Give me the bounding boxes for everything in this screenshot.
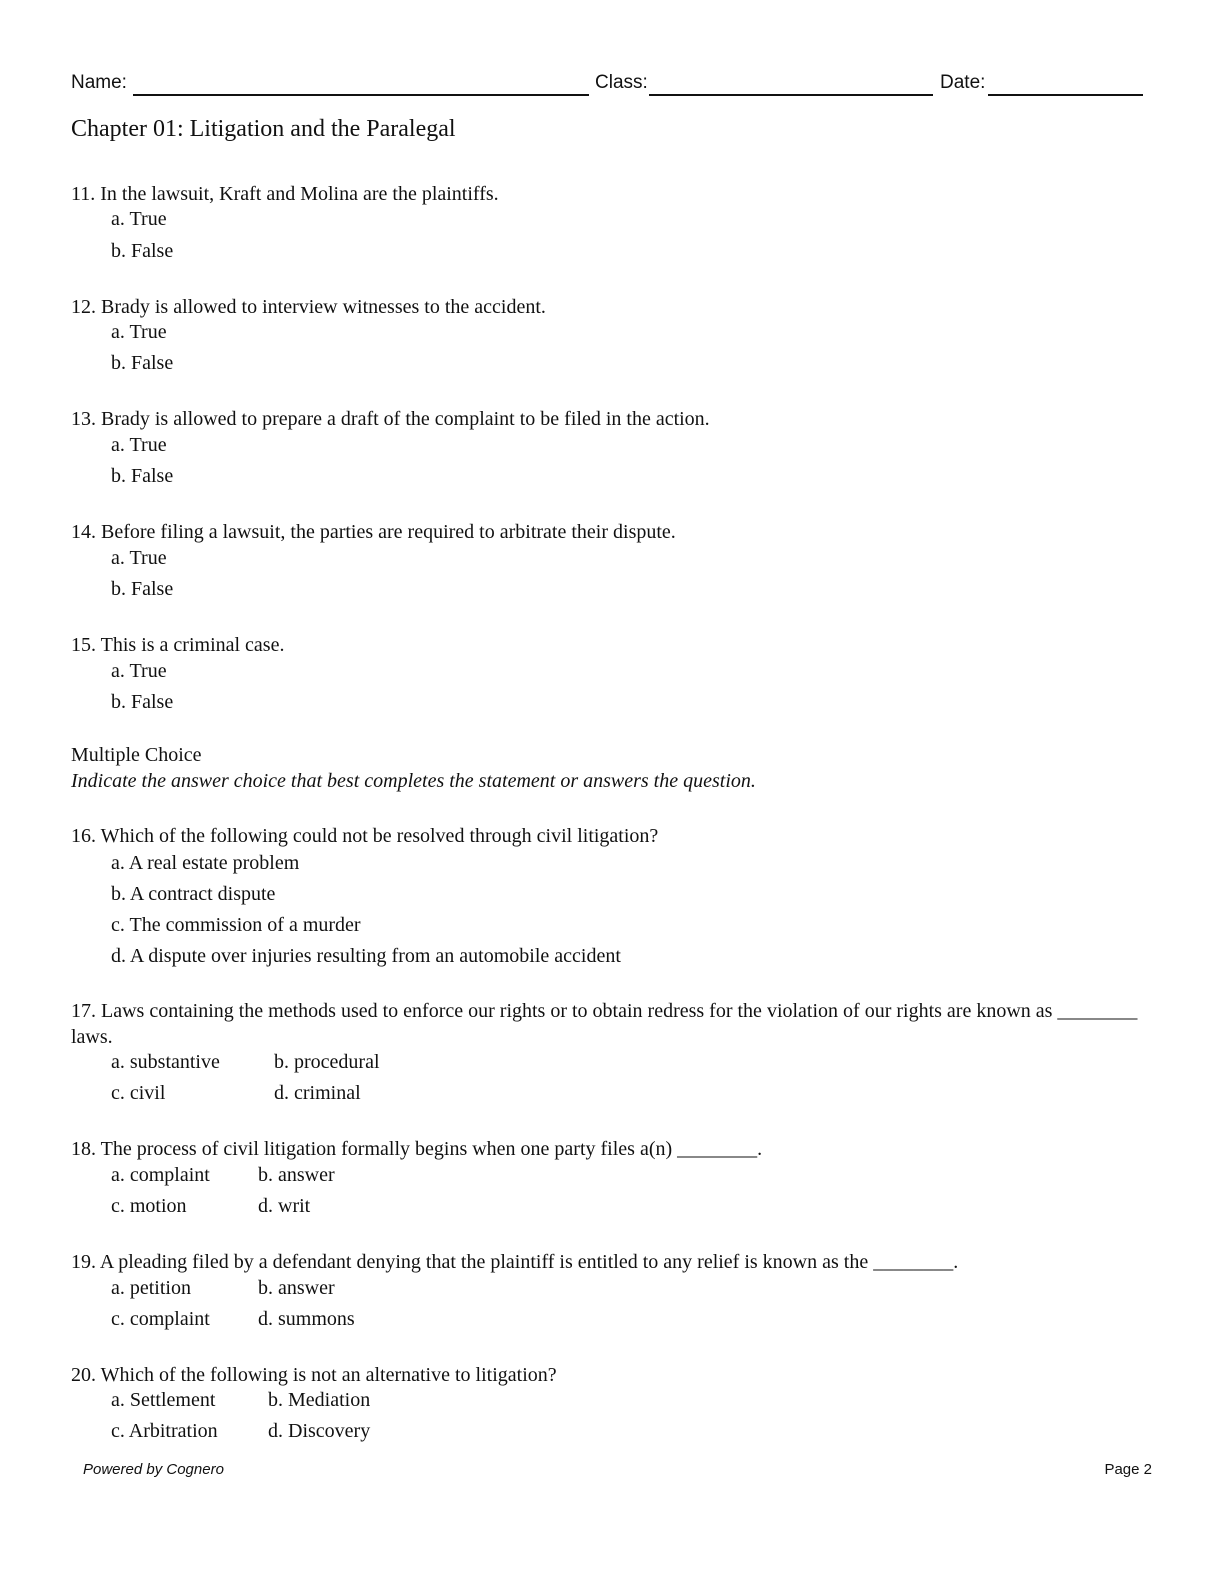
option-c: c. The commission of a murder bbox=[111, 914, 361, 936]
option-a: a. True bbox=[111, 208, 167, 230]
question-stem: 12. Brady is allowed to interview witnesses to the accident. bbox=[71, 296, 546, 318]
option-b: b. False bbox=[111, 691, 174, 713]
question-stem: 13. Brady is allowed to prepare a draft of the complaint to be filed in the action. bbox=[71, 408, 710, 430]
class-field-line bbox=[649, 94, 933, 96]
option-a: a. Settlement bbox=[111, 1389, 216, 1411]
question-18 bbox=[71, 1136, 1146, 1162]
option-c: c. complaint bbox=[111, 1308, 210, 1330]
date-label: Date: bbox=[940, 72, 986, 93]
question-11 bbox=[71, 181, 1146, 207]
question-20 bbox=[71, 1362, 1146, 1388]
question-stem: 14. Before filing a lawsuit, the parties are required to arbitrate their dispute. bbox=[71, 521, 676, 543]
page-number: Page 2 bbox=[1104, 1461, 1152, 1478]
question-stem: 11. In the lawsuit, Kraft and Molina are the plaintiffs. bbox=[71, 183, 499, 205]
option-c: c. Arbitration bbox=[111, 1420, 218, 1442]
question-16 bbox=[71, 823, 1146, 849]
question-stem: 15. This is a criminal case. bbox=[71, 634, 285, 656]
option-b: b. False bbox=[111, 465, 174, 487]
option-a: a. petition bbox=[111, 1277, 191, 1299]
section-heading: Multiple Choice bbox=[71, 744, 202, 766]
student-info-header bbox=[71, 70, 1143, 98]
option-a: a. A real estate problem bbox=[111, 852, 300, 874]
option-b: b. answer bbox=[258, 1164, 335, 1186]
question-14 bbox=[71, 519, 1146, 545]
question-stem: 16. Which of the following could not be resolved through civil litigation? bbox=[71, 825, 659, 847]
option-b: b. False bbox=[111, 352, 174, 374]
question-13 bbox=[71, 406, 1146, 432]
question-15 bbox=[71, 632, 1146, 658]
date-field-line bbox=[988, 94, 1143, 96]
option-b: b. False bbox=[111, 578, 174, 600]
option-a: a. True bbox=[111, 321, 167, 343]
name-field-line bbox=[133, 94, 589, 96]
question-17 bbox=[71, 998, 1146, 1050]
section-instructions: Indicate the answer choice that best completes the statement or answers the question. bbox=[71, 770, 756, 792]
option-b: b. answer bbox=[258, 1277, 335, 1299]
option-a: a. True bbox=[111, 547, 167, 569]
question-19 bbox=[71, 1249, 1146, 1275]
option-a: a. True bbox=[111, 660, 167, 682]
option-d: d. Discovery bbox=[268, 1420, 371, 1442]
option-a: a. substantive bbox=[111, 1051, 220, 1073]
question-stem: 19. A pleading filed by a defendant denying that the plaintiff is entitled to any relief is known as the ________. bbox=[71, 1251, 959, 1273]
option-c: c. motion bbox=[111, 1195, 187, 1217]
option-d: d. criminal bbox=[274, 1082, 361, 1104]
option-d: d. summons bbox=[258, 1308, 355, 1330]
option-c: c. civil bbox=[111, 1082, 166, 1104]
option-b: b. False bbox=[111, 240, 174, 262]
option-b: b. procedural bbox=[274, 1051, 380, 1073]
powered-by-footer: Powered by Cognero bbox=[83, 1461, 224, 1478]
option-b: b. A contract dispute bbox=[111, 883, 276, 905]
question-12 bbox=[71, 294, 1146, 320]
question-stem: 17. Laws containing the methods used to enforce our rights or to obtain redress for the violation of our rights are known as ________ laws. bbox=[71, 1000, 1138, 1048]
question-stem: 20. Which of the following is not an alternative to litigation? bbox=[71, 1364, 557, 1386]
option-a: a. complaint bbox=[111, 1164, 210, 1186]
option-d: d. A dispute over injuries resulting from an automobile accident bbox=[111, 945, 621, 967]
name-label: Name: bbox=[71, 72, 127, 93]
class-label: Class: bbox=[595, 72, 648, 93]
chapter-title: Chapter 01: Litigation and the Paralegal bbox=[71, 116, 456, 142]
question-stem: 18. The process of civil litigation formally begins when one party files a(n) ________. bbox=[71, 1138, 763, 1160]
option-d: d. writ bbox=[258, 1195, 311, 1217]
option-b: b. Mediation bbox=[268, 1389, 371, 1411]
option-a: a. True bbox=[111, 434, 167, 456]
